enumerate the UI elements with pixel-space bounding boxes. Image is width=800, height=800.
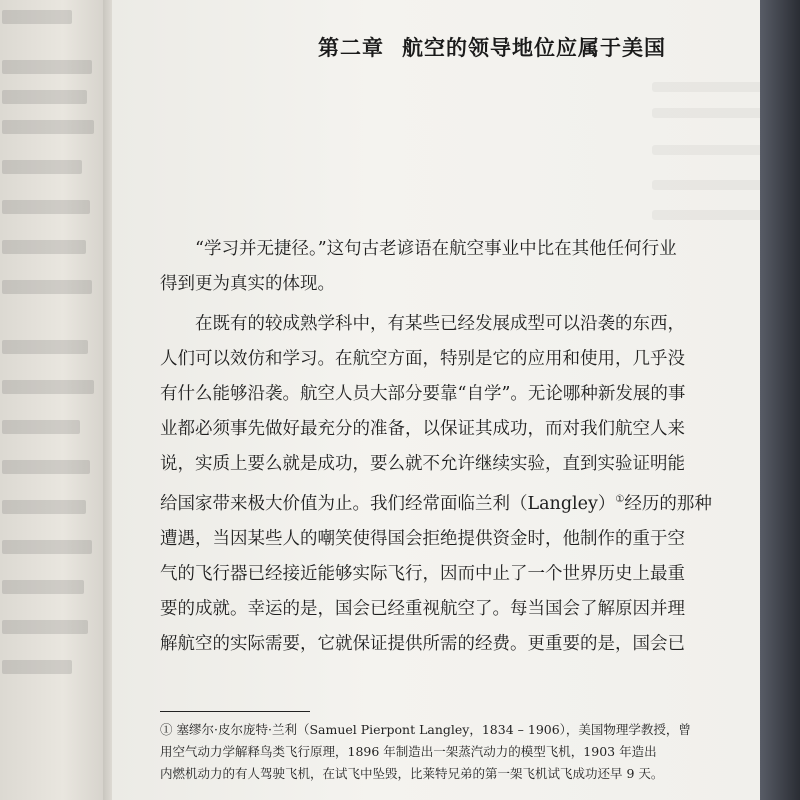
text-line: “学习并无捷径。”这句古老谚语在航空事业中比在其他任何行业	[195, 239, 677, 259]
adjacent-page	[0, 0, 105, 800]
bleed-through-text	[2, 10, 72, 24]
chapter-title-text: 航空的领导地位应属于美国	[402, 35, 666, 60]
bleed-through-text	[2, 460, 90, 474]
footnote-line: 内燃机动力的有人驾驶飞机，在试飞中坠毁，比莱特兄弟的第一架飞机试飞成功还早 9 天。	[160, 766, 664, 781]
bleed-through-text	[2, 420, 80, 434]
paragraph	[160, 307, 712, 662]
text-line: 人们可以效仿和学习。在航空方面，特别是它的应用和使用，几乎没	[160, 349, 685, 369]
bleed-through-text	[2, 60, 92, 74]
text-line: 说，实质上要么就是成功，要么就不允许继续实验，直到实验证明能	[160, 454, 685, 474]
text-line: 在既有的较成熟学科中，有某些已经发展成型可以沿袭的东西，	[195, 314, 685, 334]
bleed-through-text	[2, 620, 88, 634]
footnote	[160, 719, 720, 785]
text-line: 解航空的实际需要，它就保证提供所需的经费。更重要的是，国会已	[160, 633, 685, 654]
bleed-through-text	[2, 240, 86, 254]
bleed-through-text	[2, 660, 72, 674]
text-line: 气的飞行器已经接近能够实际飞行，因而中止了一个世界历史上最重	[160, 563, 685, 584]
text-line: 业都必须事先做好最充分的准备，以保证其成功，而对我们航空人来	[160, 419, 685, 439]
chapter-title	[318, 32, 666, 62]
bleed-through-text	[2, 380, 94, 394]
text-segment: 经历的那种	[624, 493, 712, 514]
bleed-through-text	[2, 120, 94, 134]
text-line: 得到更为真实的体现。	[160, 274, 335, 294]
paragraph	[160, 232, 700, 302]
bleed-through-text	[2, 580, 84, 594]
text-line-with-note	[160, 494, 712, 514]
bleed-through-text	[2, 280, 92, 294]
footnote-mark: ①	[160, 722, 173, 737]
text-line: 要的成就。幸运的是，国会已经重视航空了。每当国会了解原因并理	[160, 598, 685, 619]
footnote-separator	[160, 711, 310, 712]
text-line: 遭遇，当因某些人的嘲笑使得国会拒绝提供资金时，他制作的重于空	[160, 528, 685, 549]
bleed-through-text	[2, 340, 88, 354]
footnote-reference: ①	[615, 494, 625, 505]
bleed-through-text	[2, 90, 87, 104]
footnote-line	[160, 719, 720, 741]
footnote-line: 用空气动力学解释鸟类飞行原理，1896 年制造出一架蒸汽动力的模型飞机，1903 年造出	[160, 744, 657, 759]
text-line: 有什么能够沿袭。航空人员大部分要靠“自学”。无论哪种新发展的事	[160, 384, 686, 404]
bleed-through-text	[2, 500, 86, 514]
bleed-through-text	[2, 540, 92, 554]
bleed-through-text	[2, 160, 82, 174]
chapter-number: 第二章	[318, 35, 384, 60]
footnote-text: 塞缪尔·皮尔庞特·兰利（Samuel Pierpont Langley，1834 – 1906），美国物理学教授，曾	[176, 722, 691, 737]
chapter-body	[160, 232, 712, 667]
book-cover-edge	[760, 0, 800, 800]
text-segment: 给国家带来极大价值为止。我们经常面临兰利（Langley）	[160, 493, 616, 514]
bleed-through-text	[2, 200, 90, 214]
